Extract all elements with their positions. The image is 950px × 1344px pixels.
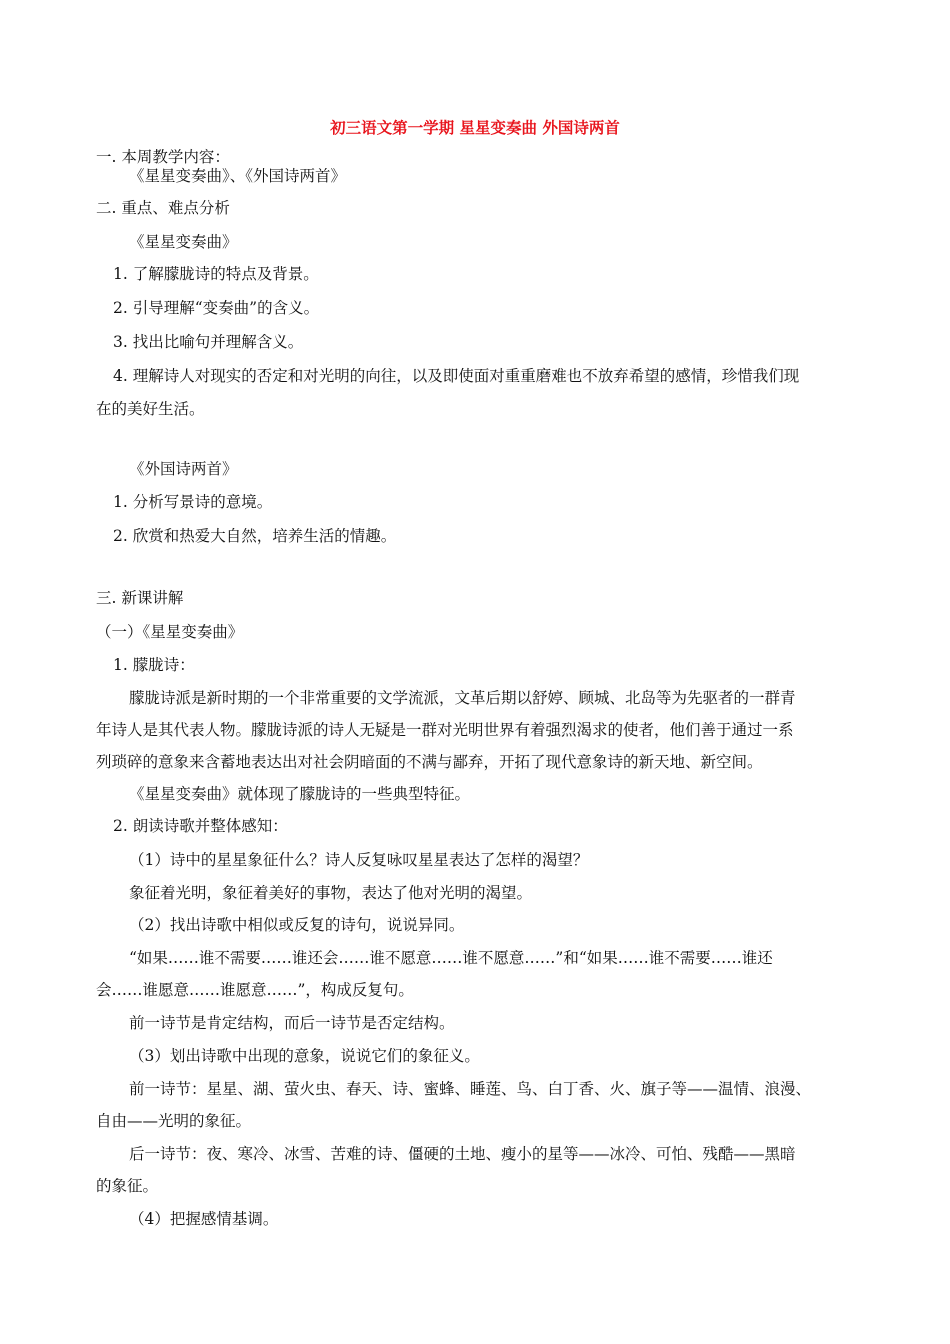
objective-item: 1. 分析写景诗的意境。 [113,493,273,511]
point-heading: 1. 朦胧诗： [113,656,195,674]
section-1-heading: 一. 本周教学内容： [96,148,230,166]
question-line: （4）把握感情基调。 [129,1210,279,1228]
answer-line: 前一诗节是肯定结构，而后一诗节是否定结构。 [129,1014,455,1032]
objective-item: 3. 找出比喻句并理解含义。 [113,333,304,351]
document-title: 初三语文第一学期 星星变奏曲 外国诗两首 [330,118,620,137]
objective-item: 2. 引导理解“变奏曲”的含义。 [113,299,320,317]
answer-line: 自由——光明的象征。 [96,1112,252,1130]
question-line: （1）诗中的星星象征什么？诗人反复咏叹星星表达了怎样的渴望？ [129,851,589,869]
section-1-content: 《星星变奏曲》、《外国诗两首》 [129,167,347,185]
answer-line: 会……谁愿意……谁愿意……”，构成反复句。 [96,981,414,999]
section-2-subheading-stars: 《星星变奏曲》 [129,233,238,251]
answer-line: 象征着光明，象征着美好的事物，表达了他对光明的渴望。 [129,884,533,902]
paragraph-line: 朦胧诗派是新时期的一个非常重要的文学流派，文革后期以舒婷、顾城、北岛等为先驱者的一群青 [129,689,796,707]
objective-item: 4. 理解诗人对现实的否定和对光明的向往，以及即使面对重重磨难也不放弃希望的感情，珍惜我们现 [113,367,800,385]
answer-line: “如果……谁不需要……谁还会……谁不愿意……谁不愿意……”和“如果……谁不需要……谁还 [129,949,773,967]
section-2-subheading-foreign-poems: 《外国诗两首》 [129,460,238,478]
objective-item: 1. 了解朦胧诗的特点及背景。 [113,265,319,283]
objective-item: 2. 欣赏和热爱大自然，培养生活的情趣。 [113,527,397,545]
paragraph-line: 《星星变奏曲》就体现了朦胧诗的一些典型特征。 [129,785,471,803]
paragraph-line: 年诗人是其代表人物。朦胧诗派的诗人无疑是一群对光明世界有着强烈渴求的使者，他们善于通过一系 [96,721,794,739]
section-3-part-heading: （一）《星星变奏曲》 [96,623,244,641]
paragraph-line: 列琐碎的意象来含蓄地表达出对社会阴暗面的不满与鄙弃，开拓了现代意象诗的新天地、新空间。 [96,753,763,771]
answer-line: 前一诗节：星星、湖、萤火虫、春天、诗、蜜蜂、睡莲、鸟、白丁香、火、旗子等——温情、浪漫、 [129,1080,812,1098]
section-2-heading: 二. 重点、难点分析 [96,199,230,217]
objective-item-continued: 在的美好生活。 [96,400,205,418]
answer-line: 后一诗节：夜、寒冷、冰雪、苦难的诗、僵硬的土地、瘦小的星等——冰冷、可怕、残酷——黑暗 [129,1145,796,1163]
question-line: （2）找出诗歌中相似或反复的诗句，说说异同。 [129,916,465,934]
answer-line: 的象征。 [96,1177,159,1195]
point-heading: 2. 朗读诗歌并整体感知： [113,817,288,835]
section-3-heading: 三. 新课讲解 [96,589,184,607]
question-line: （3）划出诗歌中出现的意象，说说它们的象征义。 [129,1047,480,1065]
